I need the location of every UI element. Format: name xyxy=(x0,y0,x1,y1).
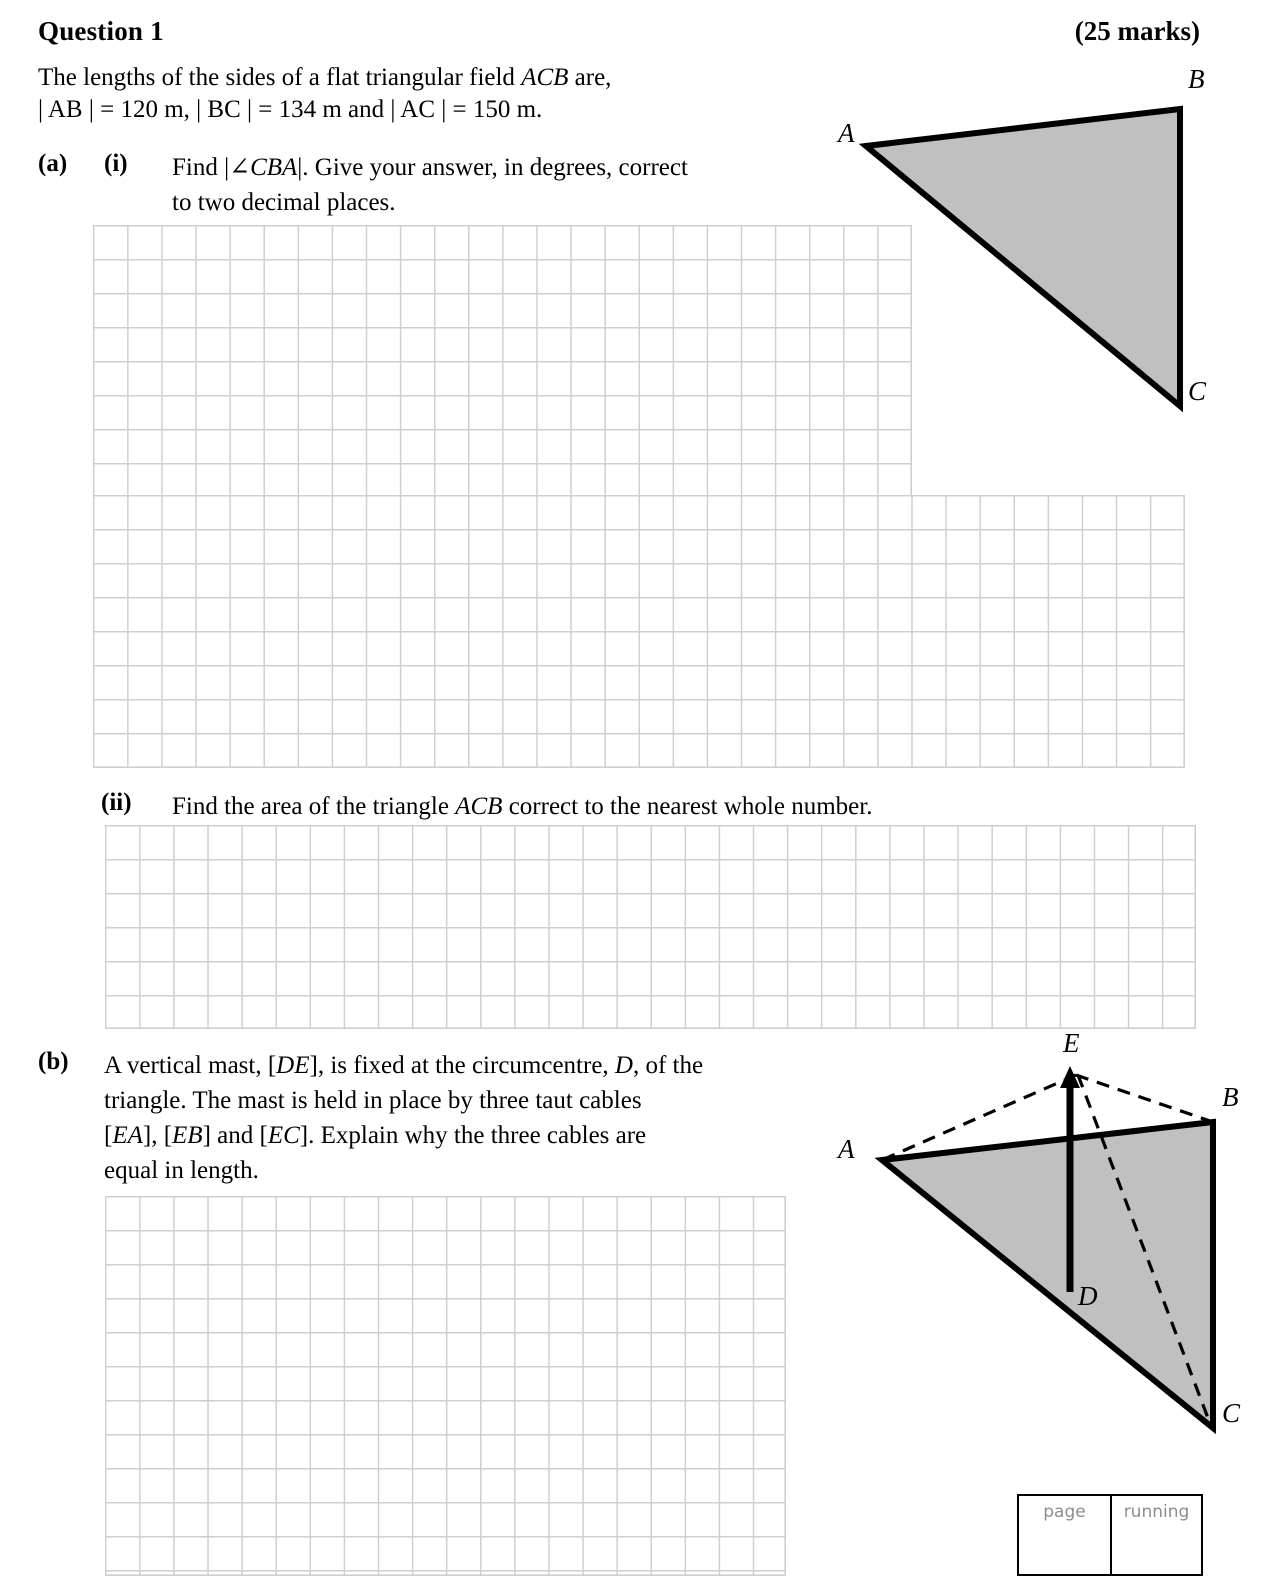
intro-line1-part2: are, xyxy=(568,64,612,91)
answer-grid-a-i-top[interactable] xyxy=(93,225,912,497)
vertex-label-b: B xyxy=(1188,64,1205,94)
part-b-line3 xyxy=(104,1118,824,1153)
part-b-line3-part2: ], [ xyxy=(142,1122,173,1149)
intro-line1-part1: The lengths of the sides of a flat triangular field xyxy=(38,64,522,91)
marks-label: (25 marks) xyxy=(1074,16,1200,46)
part-a-i-text-line2: to two decimal places. xyxy=(172,189,396,216)
vertex-label-c: C xyxy=(1188,376,1207,406)
part-a-ii-text-italic: ACB xyxy=(455,793,503,820)
part-b-line3-italic-ec: EC xyxy=(267,1122,300,1149)
part-b-line1-part2: ], is fixed at the circumcentre, xyxy=(309,1052,615,1079)
triangle-shape xyxy=(866,109,1180,406)
part-a-ii-label: (ii) xyxy=(101,789,132,816)
part-b-line3-italic-eb: EB xyxy=(172,1122,203,1149)
answer-grid-a-i-bottom[interactable] xyxy=(93,495,1185,768)
part-a-ii-text-part1: Find the area of the triangle xyxy=(172,793,456,820)
part-b-line1-part1: A vertical mast, [ xyxy=(104,1052,277,1079)
intro-line1-italic: ACB xyxy=(521,64,569,91)
footer-cell-running[interactable] xyxy=(1110,1496,1201,1574)
part-a-ii-text-part2: correct to the nearest whole number. xyxy=(502,793,873,820)
footer-boxes xyxy=(1017,1494,1203,1576)
diagram-triangle-acb xyxy=(820,60,1268,440)
part-b-line2: triangle. The mast is held in place by three taut cables xyxy=(104,1087,642,1114)
part-a-label: (a) xyxy=(38,150,68,177)
intro-line2: | AB | = 120 m, | BC | = 134 m and | AC | = 150 m. xyxy=(38,96,543,123)
part-b-text xyxy=(104,1048,824,1188)
part-a-i-label: (i) xyxy=(104,150,128,177)
vertex-label-c: C xyxy=(1222,1398,1241,1428)
part-a-ii-text xyxy=(172,789,1052,824)
part-b-line1-italic-de: DE xyxy=(276,1052,310,1079)
answer-grid-a-ii[interactable] xyxy=(105,825,1196,1029)
intro-text xyxy=(38,62,738,126)
part-b-line1-italic-d: D xyxy=(614,1052,633,1079)
footer-label-running: running xyxy=(1123,1502,1190,1522)
part-a-i-text xyxy=(172,150,832,220)
part-b-line1-part3: , of the xyxy=(632,1052,704,1079)
part-b-label: (b) xyxy=(38,1048,69,1075)
answer-grid-b[interactable] xyxy=(105,1196,786,1576)
diagram-triangle-mast xyxy=(820,1030,1268,1460)
footer-cell-page[interactable] xyxy=(1019,1496,1110,1574)
part-b-line3-part3: ] and [ xyxy=(202,1122,268,1149)
part-b-line3-part1: [ xyxy=(104,1122,113,1149)
part-a-i-text-part1: Find |∠ xyxy=(172,154,251,181)
vertex-label-a: A xyxy=(838,1134,855,1164)
page-title: Question 1 xyxy=(38,16,164,46)
vertex-label-b: B xyxy=(1222,1082,1239,1112)
triangle-mast-svg xyxy=(820,1030,1268,1460)
part-b-line3-italic-ea: EA xyxy=(112,1122,143,1149)
vertex-label-e: E xyxy=(1063,1028,1080,1058)
part-a-i-text-italic: CBA xyxy=(250,154,298,181)
triangle-shape xyxy=(882,1122,1213,1428)
part-b-line4: equal in length. xyxy=(104,1157,259,1184)
vertex-label-d: D xyxy=(1078,1281,1098,1311)
cable-eb xyxy=(1076,1075,1213,1122)
part-b-line3-part4: ]. Explain why the three cables are xyxy=(299,1122,647,1149)
vertex-label-a: A xyxy=(838,118,855,148)
part-a-i-text-part2: |. Give your answer, in degrees, correct xyxy=(297,154,688,181)
footer-label-page: page xyxy=(1043,1502,1086,1522)
